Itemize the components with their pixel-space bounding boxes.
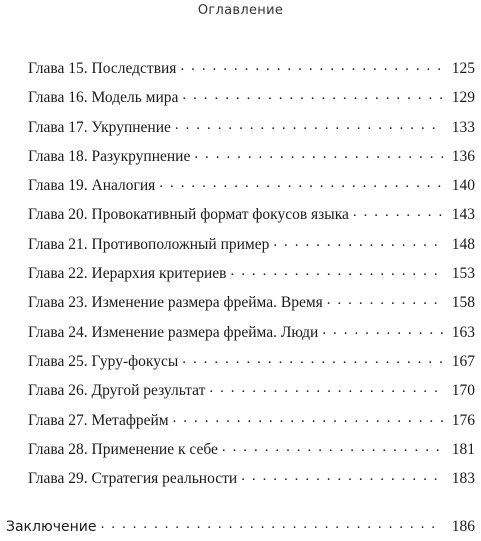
dot-leader xyxy=(180,57,443,75)
toc-entry-chapter-26[interactable] xyxy=(28,382,475,411)
toc-entry-page: 167 xyxy=(451,352,475,370)
toc-entry-page: 158 xyxy=(451,294,475,312)
dot-leader xyxy=(231,262,443,280)
toc-entry-title: Глава 29. Стратегия реальности xyxy=(28,470,238,488)
dot-leader xyxy=(159,174,443,192)
toc-entry-page: 183 xyxy=(451,470,475,488)
toc-entry-chapter-29[interactable] xyxy=(28,470,475,499)
toc-entry-chapter-15[interactable] xyxy=(28,60,475,89)
dot-leader xyxy=(182,350,443,368)
page-title: Оглавление xyxy=(197,3,284,18)
dot-leader xyxy=(194,145,443,163)
toc-entry-title: Глава 15. Последствия xyxy=(28,60,177,77)
dot-leader xyxy=(273,233,443,251)
toc-entry-title: Глава 28. Применение к себе xyxy=(28,440,218,458)
dot-leader xyxy=(327,291,443,309)
toc-entry-page: 125 xyxy=(451,60,475,77)
toc-entry-chapter-21[interactable] xyxy=(28,236,475,265)
toc-entry-title: Глава 16. Модель мира xyxy=(28,89,179,107)
toc-entry-title: Глава 22. Иерархия критериев xyxy=(28,265,227,283)
toc-entry-page: 163 xyxy=(451,323,475,341)
toc-entry-chapter-27[interactable] xyxy=(28,412,475,441)
dot-leader xyxy=(209,379,443,397)
dot-leader xyxy=(353,203,443,221)
toc-entry-chapter-22[interactable] xyxy=(28,265,475,294)
dot-leader xyxy=(175,116,443,134)
toc-entry-chapter-28[interactable] xyxy=(28,441,475,470)
toc-entry-page: 129 xyxy=(451,89,475,107)
toc-entry-title: Глава 27. Метафрейм xyxy=(28,411,169,429)
toc-entry-page: 143 xyxy=(451,206,475,224)
toc-entry-chapter-17[interactable] xyxy=(28,119,475,148)
table-of-contents xyxy=(28,60,475,499)
toc-entry-page: 136 xyxy=(451,147,475,165)
toc-entry-chapter-24[interactable] xyxy=(28,324,475,353)
dot-leader xyxy=(182,86,443,104)
toc-entry-title: Глава 18. Разукрупнение xyxy=(28,147,191,165)
toc-entry-title: Глава 21. Противоположный пример xyxy=(28,235,270,253)
toc-entry-page: 148 xyxy=(451,235,475,253)
dot-leader xyxy=(173,409,443,427)
toc-entry-title: Глава 17. Укрупнение xyxy=(28,118,171,136)
toc-entry-title: Глава 19. Аналогия xyxy=(28,177,156,195)
toc-entry-page: 153 xyxy=(451,265,475,283)
toc-entry-title: Глава 24. Изменение размера фрейма. Люди xyxy=(28,323,319,341)
dot-leader xyxy=(101,516,444,532)
toc-entry-chapter-18[interactable] xyxy=(28,148,475,177)
dot-leader xyxy=(322,321,443,339)
toc-entry-page: 186 xyxy=(451,518,475,535)
toc-entry-title: Глава 25. Гуру-фокусы xyxy=(28,352,179,370)
dot-leader xyxy=(222,438,443,456)
toc-entry-title: Глава 23. Изменение размера фрейма. Время xyxy=(28,294,323,312)
toc-entry-chapter-20[interactable] xyxy=(28,206,475,235)
toc-entry-chapter-25[interactable] xyxy=(28,353,475,382)
toc-entry-title: Глава 20. Провокативный формат фокусов языка xyxy=(28,206,349,224)
toc-entry-page: 176 xyxy=(451,411,475,429)
dot-leader xyxy=(241,467,443,485)
toc-entry-chapter-23[interactable] xyxy=(28,294,475,323)
toc-entry-chapter-16[interactable] xyxy=(28,89,475,118)
toc-entry-page: 133 xyxy=(451,118,475,136)
toc-entry-chapter-19[interactable] xyxy=(28,177,475,206)
toc-entry-title: Заключение xyxy=(6,519,97,535)
toc-entry-conclusion[interactable] xyxy=(6,518,475,536)
toc-entry-page: 140 xyxy=(451,177,475,195)
toc-entry-page: 170 xyxy=(451,382,475,400)
toc-entry-title: Глава 26. Другой результат xyxy=(28,382,206,400)
toc-entry-page: 181 xyxy=(451,440,475,458)
